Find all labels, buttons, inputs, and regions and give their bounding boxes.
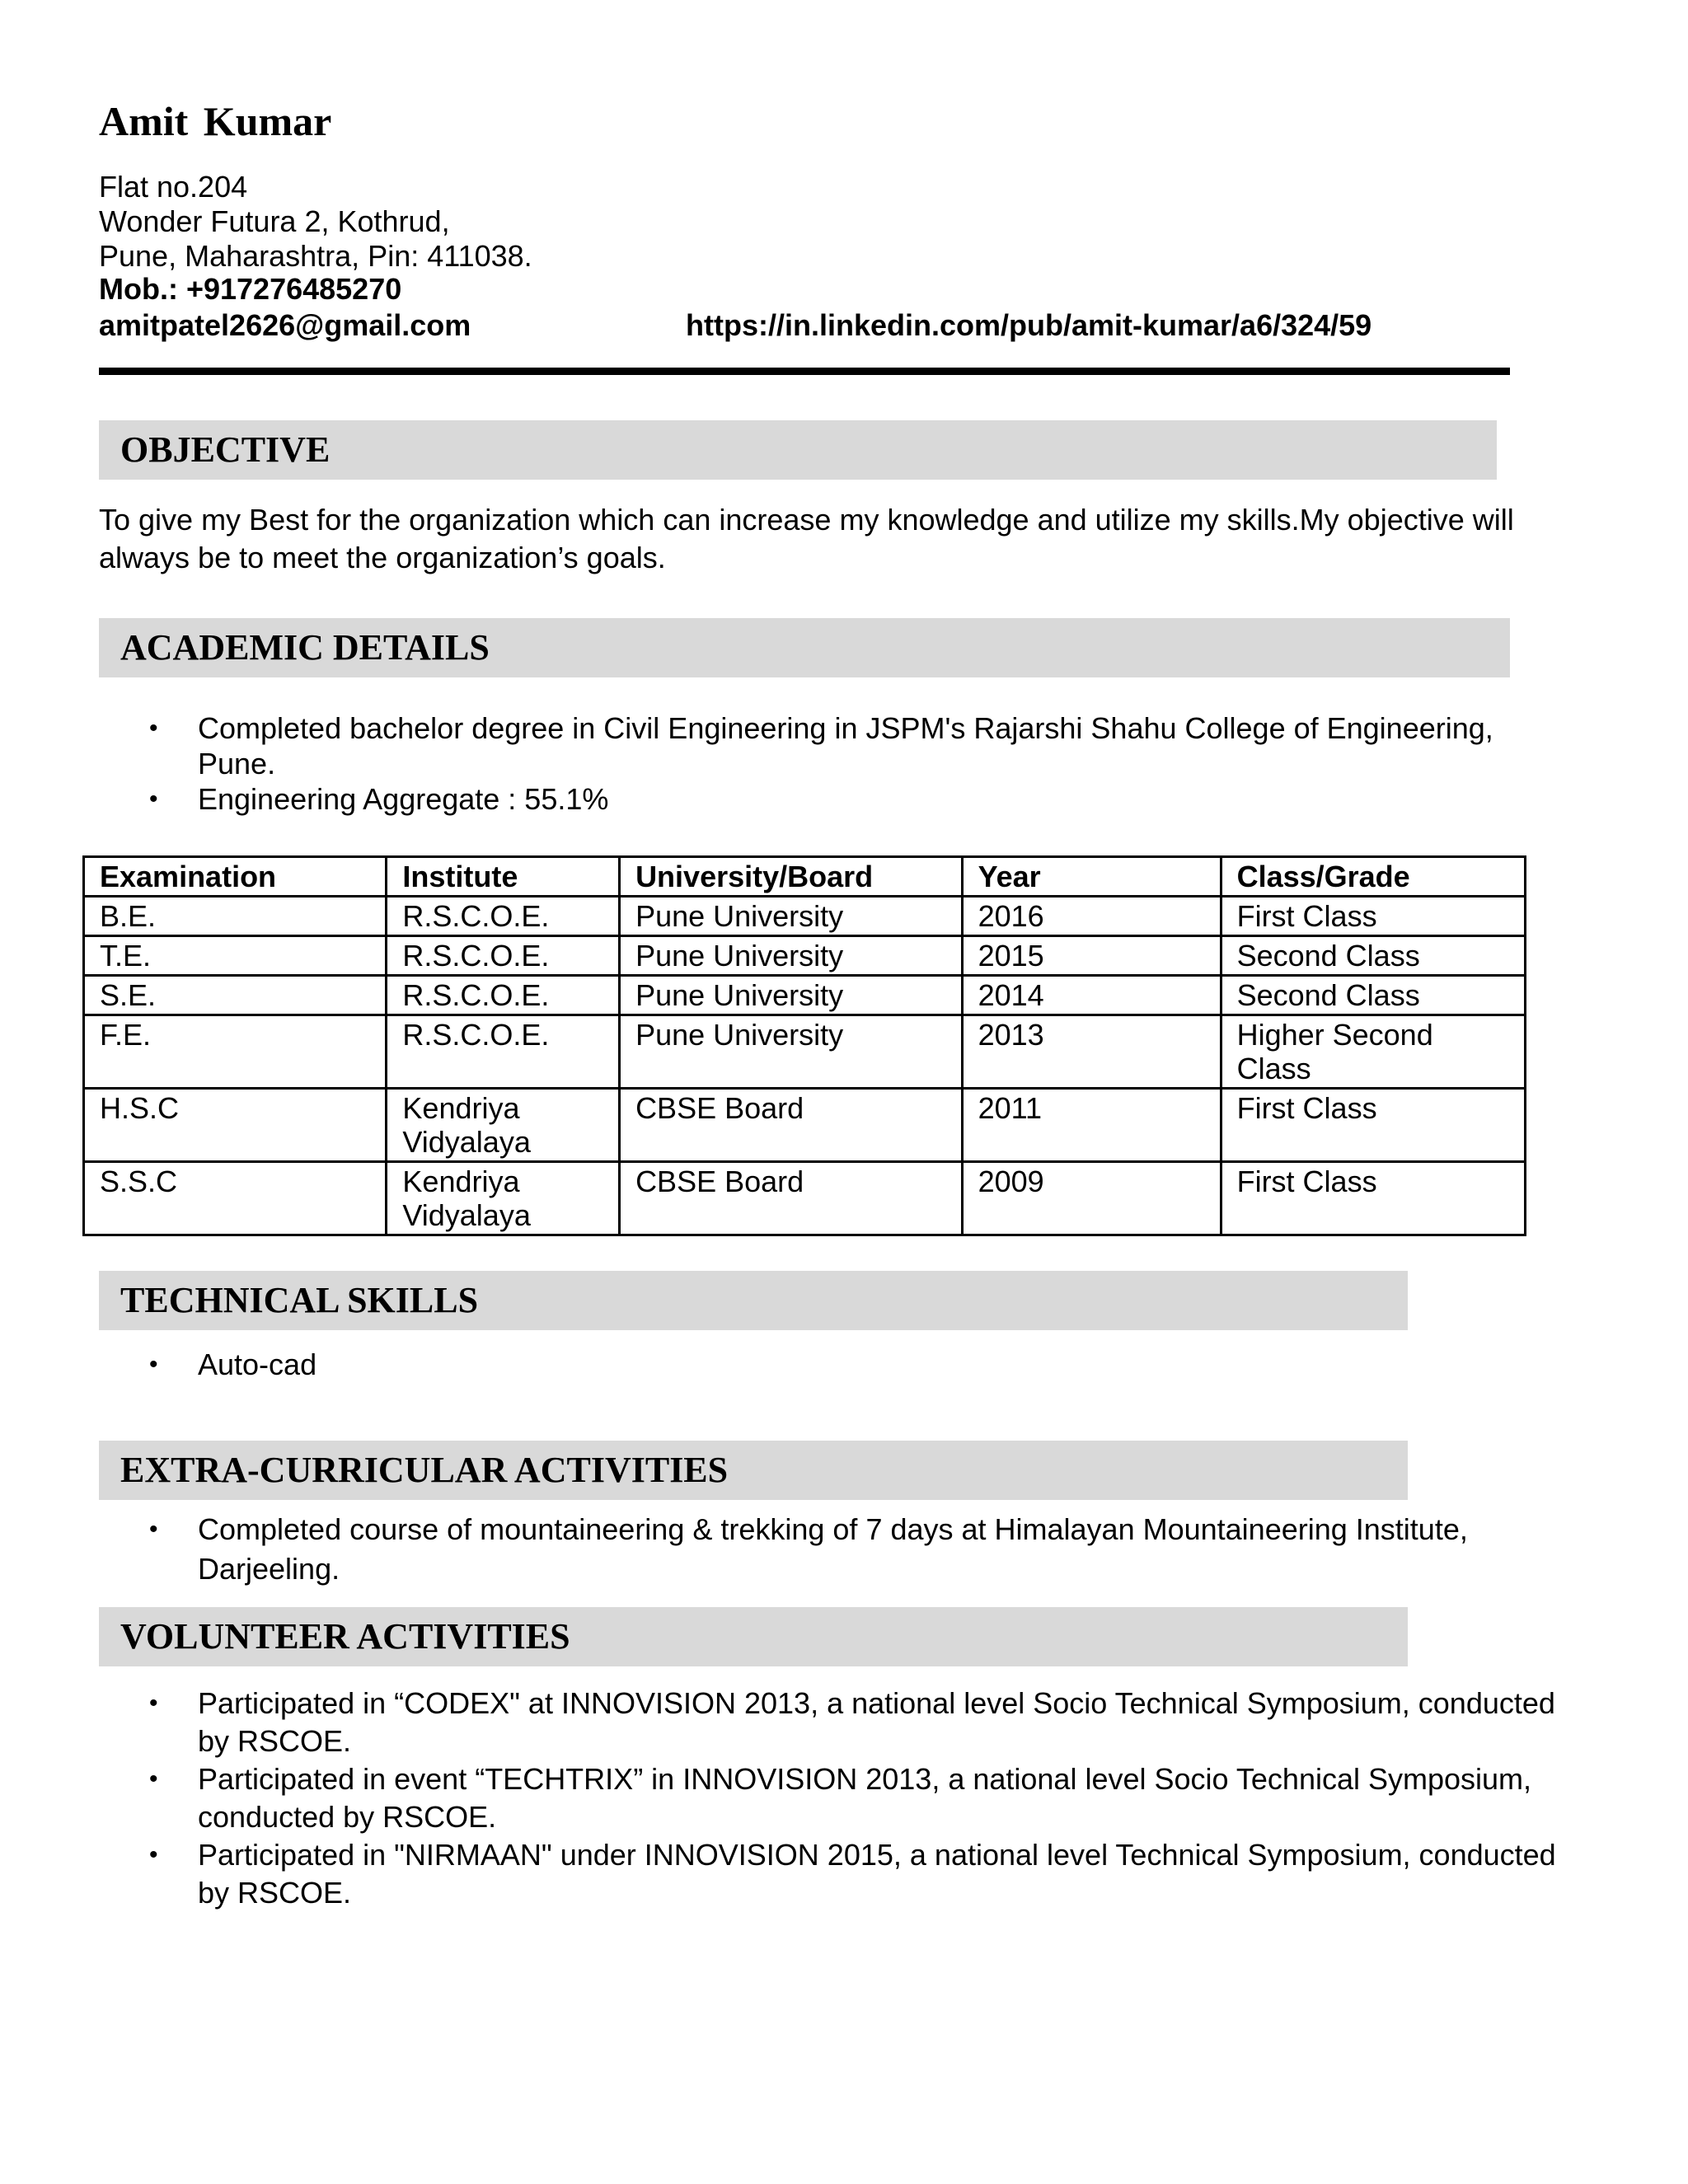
table-cell: Higher Second Class	[1221, 1015, 1525, 1089]
section-heading-extracurricular: EXTRA-CURRICULAR ACTIVITIES	[99, 1441, 1408, 1500]
bullet-icon: •	[149, 1765, 158, 1793]
bullet-icon: •	[149, 1516, 158, 1543]
header-divider	[99, 368, 1510, 375]
table-header-row	[84, 857, 1526, 897]
mobile-number: Mob.: +917276485270	[99, 272, 402, 306]
list-item-text: Participated in event “TECHTRIX” in INNOVISION 2013, a national level Socio Technical Symposium, conducted by RSCOE.	[198, 1762, 1532, 1834]
bullet-icon: •	[149, 715, 158, 742]
table-cell: 2015	[962, 936, 1221, 976]
table-cell: B.E.	[84, 897, 387, 936]
table-row	[84, 897, 1526, 936]
table-cell: Kendriya Vidyalaya	[387, 1162, 620, 1235]
academic-bullet-list	[0, 710, 1574, 817]
section-heading-objective: OBJECTIVE	[99, 420, 1497, 480]
list-item	[0, 1685, 1574, 1760]
list-item	[0, 1347, 1574, 1382]
column-header: Examination	[84, 857, 387, 897]
table-cell: R.S.C.O.E.	[387, 1015, 620, 1089]
table-cell: H.S.C	[84, 1089, 387, 1162]
table-cell: Pune University	[620, 1015, 963, 1089]
address-line-3: Pune, Maharashtra, Pin: 411038.	[99, 239, 532, 273]
table-cell: 2014	[962, 976, 1221, 1015]
table-cell: S.S.C	[84, 1162, 387, 1235]
table-cell: Second Class	[1221, 976, 1525, 1015]
table-cell: Second Class	[1221, 936, 1525, 976]
extracurricular-bullet-list	[0, 1510, 1574, 1589]
table-cell: CBSE Board	[620, 1162, 963, 1235]
section-heading-technical-skills: TECHNICAL SKILLS	[99, 1271, 1408, 1330]
list-item-text: Completed bachelor degree in Civil Engineering in JSPM's Rajarshi Shahu College of Engineering, Pune.	[198, 711, 1493, 780]
list-item-text: Engineering Aggregate : 55.1%	[198, 782, 609, 816]
table-cell: Kendriya Vidyalaya	[387, 1089, 620, 1162]
bullet-icon: •	[149, 1690, 158, 1717]
table-cell: F.E.	[84, 1015, 387, 1089]
email-link[interactable]: amitpatel2626@gmail.com	[99, 308, 471, 342]
table-cell: First Class	[1221, 897, 1525, 936]
list-item-text: Participated in “CODEX" at INNOVISION 2013, a national level Socio Technical Symposium, conducted by RSCOE.	[198, 1686, 1555, 1758]
address-line-1: Flat no.204	[99, 170, 248, 204]
bullet-icon: •	[149, 1351, 158, 1378]
table-cell: First Class	[1221, 1089, 1525, 1162]
column-header: Year	[962, 857, 1221, 897]
bullet-icon: •	[149, 785, 158, 813]
list-item-text: Completed course of mountaineering & trekking of 7 days at Himalayan Mountaineering Institute, Darjeeling.	[198, 1512, 1468, 1586]
bullet-icon: •	[149, 1841, 158, 1868]
objective-text: To give my Best for the organization which can increase my knowledge and utilize my skills.My objective will always be to meet the organization’s goals.	[99, 503, 1514, 574]
table-row	[84, 936, 1526, 976]
column-header: Institute	[387, 857, 620, 897]
table-row	[84, 1089, 1526, 1162]
table-row	[84, 976, 1526, 1015]
linkedin-link[interactable]: https://in.linkedin.com/pub/amit-kumar/a6/324/59	[686, 308, 1372, 342]
section-heading-volunteer: VOLUNTEER ACTIVITIES	[99, 1607, 1408, 1666]
table-cell: 2013	[962, 1015, 1221, 1089]
section-heading-academic: ACADEMIC DETAILS	[99, 618, 1510, 677]
table-cell: Pune University	[620, 936, 963, 976]
table-cell: R.S.C.O.E.	[387, 897, 620, 936]
table-cell: Pune University	[620, 976, 963, 1015]
table-row	[84, 1162, 1526, 1235]
table-cell: 2016	[962, 897, 1221, 936]
list-item-text: Auto-cad	[198, 1347, 317, 1381]
address-line-2: Wonder Futura 2, Kothrud,	[99, 204, 450, 238]
table-cell: 2011	[962, 1089, 1221, 1162]
list-item-text: Participated in "NIRMAAN" under INNOVISION 2015, a national level Technical Symposium, conducted by RSCOE.	[198, 1838, 1556, 1910]
list-item	[0, 1510, 1574, 1589]
table-cell: T.E.	[84, 936, 387, 976]
table-cell: CBSE Board	[620, 1089, 963, 1162]
list-item	[0, 710, 1574, 781]
table-cell: 2009	[962, 1162, 1221, 1235]
table-cell: Pune University	[620, 897, 963, 936]
technical-bullet-list	[0, 1347, 1574, 1382]
table-cell: S.E.	[84, 976, 387, 1015]
table-cell: R.S.C.O.E.	[387, 936, 620, 976]
table-cell: R.S.C.O.E.	[387, 976, 620, 1015]
column-header: University/Board	[620, 857, 963, 897]
volunteer-bullet-list	[0, 1685, 1574, 1912]
table-row	[84, 1015, 1526, 1089]
candidate-name: Amit Kumar	[99, 98, 332, 144]
list-item	[0, 1836, 1574, 1912]
column-header: Class/Grade	[1221, 857, 1525, 897]
list-item	[0, 1760, 1574, 1836]
table-cell: First Class	[1221, 1162, 1525, 1235]
list-item	[0, 781, 1574, 817]
education-table	[82, 855, 1526, 1236]
